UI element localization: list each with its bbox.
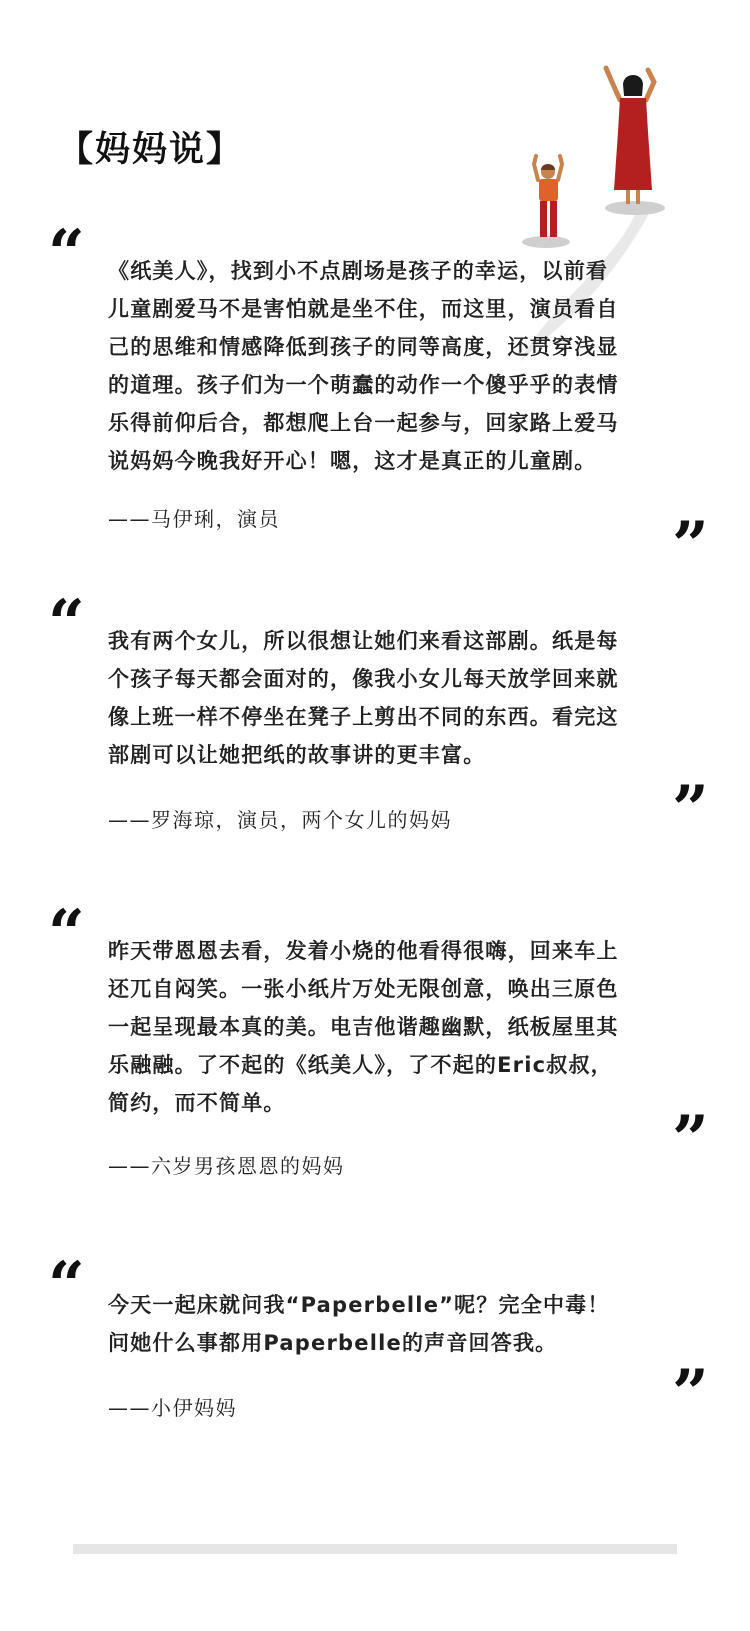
quote-line: 乐融融。了不起的《纸美人》，了不起的Eric叔叔， bbox=[108, 1053, 613, 1077]
open-quote-icon: “ bbox=[48, 896, 85, 971]
quote-line: 简约，而不简单。 bbox=[108, 1091, 286, 1115]
quote-line: 己的思维和情感降低到孩子的同等高度，还贯穿浅显 bbox=[108, 335, 619, 359]
quote-author-1: ——马伊琍，演员 bbox=[108, 507, 280, 531]
quote-line: 部剧可以让她把纸的故事讲的更丰富。 bbox=[108, 743, 486, 767]
quote-line: 昨天带恩恩去看，发着小烧的他看得很嗨，回来车上 bbox=[108, 939, 619, 963]
quote-author-4: ——小伊妈妈 bbox=[108, 1396, 237, 1420]
quote-author-3: ——六岁男孩恩恩的妈妈 bbox=[108, 1154, 345, 1178]
quote-text-4 bbox=[108, 1286, 678, 1362]
quote-line: 还兀自闷笑。一张小纸片万处无限创意，唤出三原色 bbox=[108, 977, 619, 1001]
quote-line: 的道理。孩子们为一个萌蠢的动作一个傻乎乎的表情 bbox=[108, 373, 619, 397]
quote-line: 今天一起床就问我“Paperbelle”呢？完全中毒！ bbox=[108, 1293, 610, 1317]
close-quote-icon: ” bbox=[672, 508, 709, 583]
close-quote-icon: ” bbox=[672, 772, 709, 847]
close-quote-icon: ” bbox=[672, 1356, 709, 1431]
close-quote-icon: ” bbox=[672, 1102, 709, 1177]
quote-line: 一起呈现最本真的美。电吉他谐趣幽默，纸板屋里其 bbox=[108, 1015, 619, 1039]
quote-line: 问她什么事都用Paperbelle的声音回答我。 bbox=[108, 1331, 558, 1355]
quote-line: 说妈妈今晚我好开心！嗯，这才是真正的儿童剧。 bbox=[108, 449, 597, 473]
quote-line: 个孩子每天都会面对的，像我小女儿每天放学回来就 bbox=[108, 667, 619, 691]
open-quote-icon: “ bbox=[48, 216, 85, 291]
open-quote-icon: “ bbox=[48, 586, 85, 661]
quote-text-1 bbox=[108, 252, 678, 480]
quote-text-3 bbox=[108, 932, 678, 1122]
quote-line: 像上班一样不停坐在凳子上剪出不同的东西。看完这 bbox=[108, 705, 619, 729]
quote-line: 乐得前仰后合，都想爬上台一起参与，回家路上爱马 bbox=[108, 411, 619, 435]
quote-text-2 bbox=[108, 622, 678, 774]
quote-line: 《纸美人》，找到小不点剧场是孩子的幸运，以前看 bbox=[108, 259, 609, 283]
quote-line: 儿童剧爱马不是害怕就是坐不住，而这里，演员看自 bbox=[108, 297, 619, 321]
quote-author-2: ——罗海琼，演员，两个女儿的妈妈 bbox=[108, 808, 452, 832]
quote-line: 我有两个女儿，所以很想让她们来看这部剧。纸是每 bbox=[108, 629, 619, 653]
section-heading: 【妈妈说】 bbox=[58, 130, 244, 170]
bottom-divider bbox=[73, 1544, 677, 1554]
open-quote-icon: “ bbox=[48, 1248, 85, 1323]
